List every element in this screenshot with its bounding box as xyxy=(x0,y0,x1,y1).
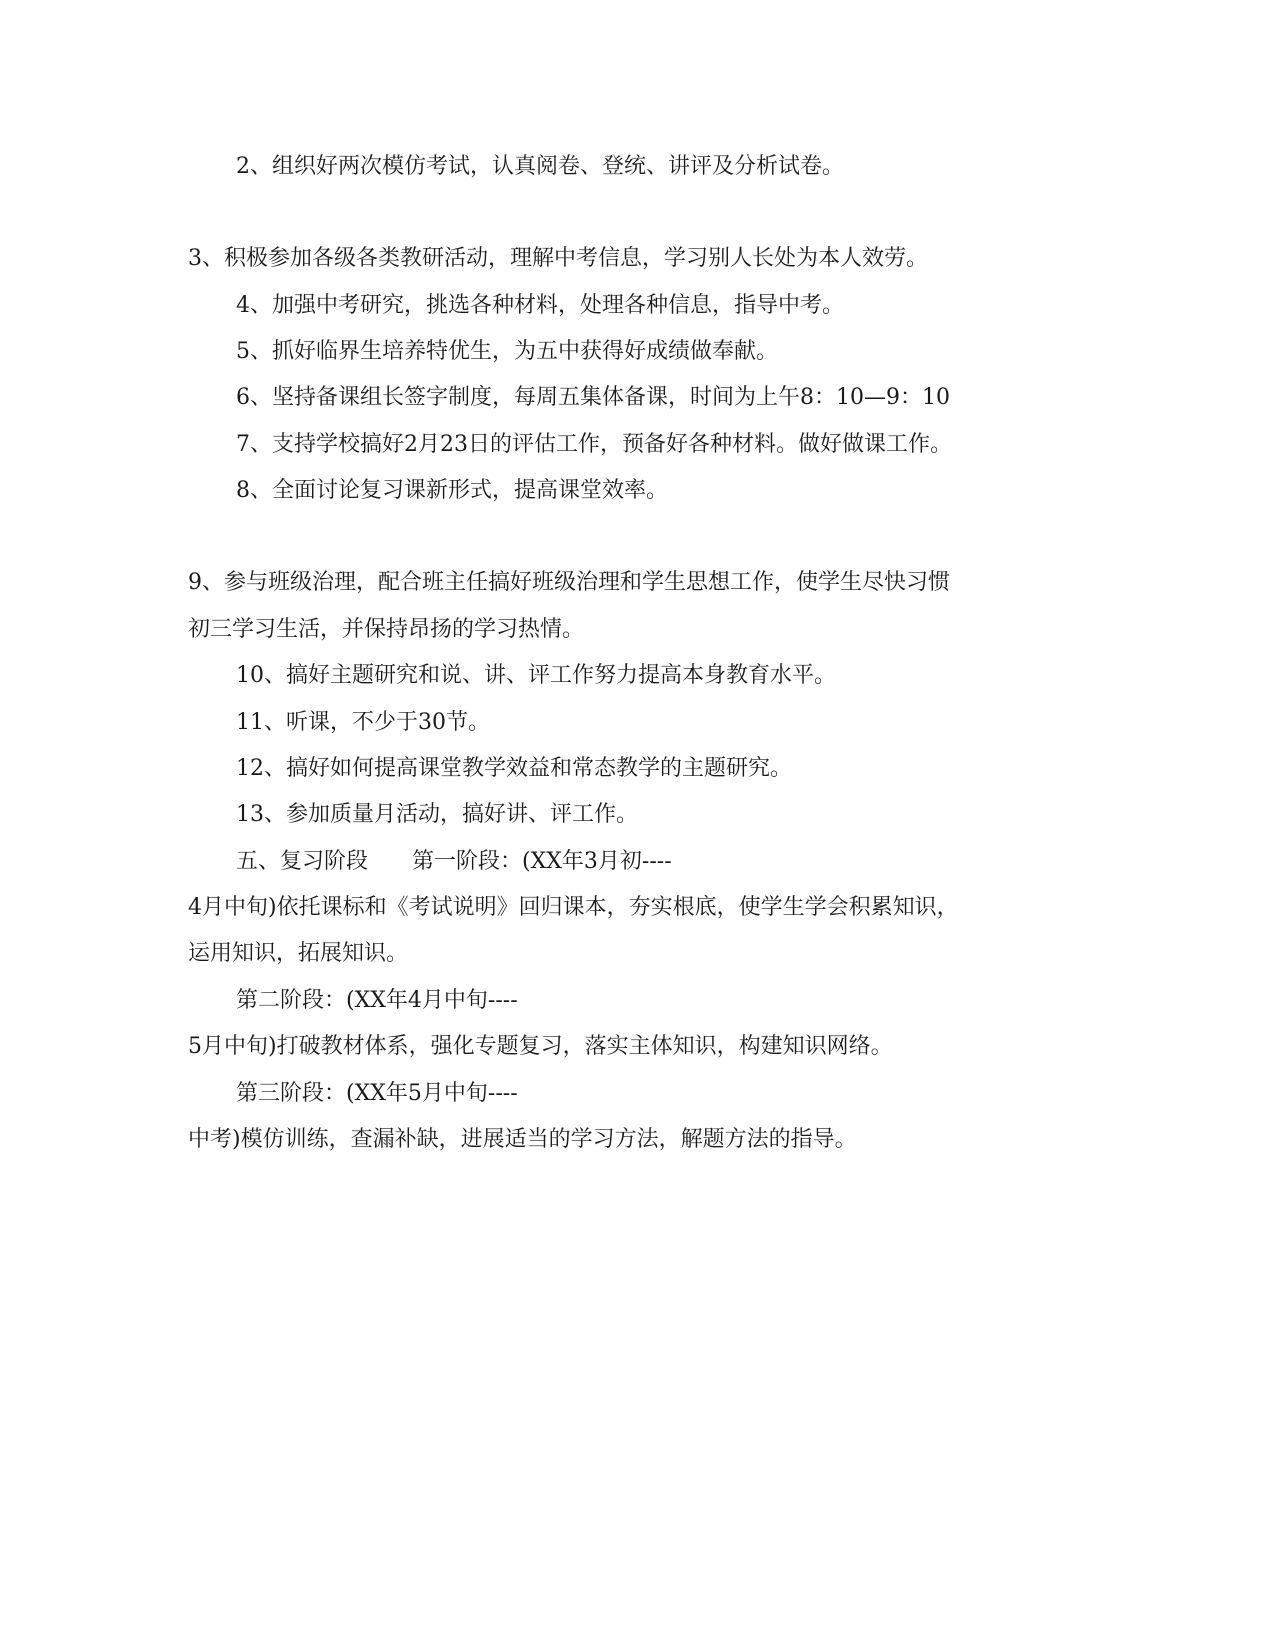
text-line: 中考)模仿训练，查漏补缺，进展适当的学习方法，解题方法的指导。 xyxy=(188,1127,857,1152)
text-line: 五、复习阶段 第一阶段：(XX年3月初---- xyxy=(236,849,672,874)
text-line: 4、加强中考研究，挑选各种材料，处理各种信息，指导中考。 xyxy=(236,293,844,318)
text-line: 3、积极参加各级各类教研活动，理解中考信息，学习别人长处为本人效劳。 xyxy=(188,246,928,271)
text-line: 10、搞好主题研究和说、讲、评工作努力提高本身教育水平。 xyxy=(236,663,836,688)
text-line: 4月中旬)依托课标和《考试说明》回归课本，夯实根底，使学生学会积累知识， xyxy=(188,895,959,920)
text-line: 第二阶段：(XX年4月中旬---- xyxy=(236,988,518,1013)
text-line: 12、搞好如何提高课堂教学效益和常态教学的主题研究。 xyxy=(236,756,792,781)
text-line: 5月中旬)打破教材体系，强化专题复习，落实主体知识，构建知识网络。 xyxy=(188,1034,893,1059)
text-line: 第三阶段：(XX年5月中旬---- xyxy=(236,1081,518,1106)
text-line: 9、参与班级治理，配合班主任搞好班级治理和学生思想工作，使学生尽快习惯 xyxy=(188,570,950,595)
text-line: 初三学习生活，并保持昂扬的学习热情。 xyxy=(188,617,585,642)
text-line: 7、支持学校搞好2月23日的评估工作，预备好各种材料。做好做课工作。 xyxy=(236,432,952,457)
text-line: 11、听课，不少于30节。 xyxy=(236,710,490,735)
text-line: 8、全面讨论复习课新形式，提高课堂效率。 xyxy=(236,478,668,503)
text-line: 5、抓好临界生培养特优生，为五中获得好成绩做奉献。 xyxy=(236,339,778,364)
text-line: 13、参加质量月活动，搞好讲、评工作。 xyxy=(236,802,638,827)
text-line: 运用知识，拓展知识。 xyxy=(188,941,409,966)
text-line: 2、组织好两次模仿考试，认真阅卷、登统、讲评及分析试卷。 xyxy=(236,154,844,179)
text-line: 6、坚持备课组长签字制度，每周五集体备课，时间为上午8：10—9：10 xyxy=(236,385,950,410)
